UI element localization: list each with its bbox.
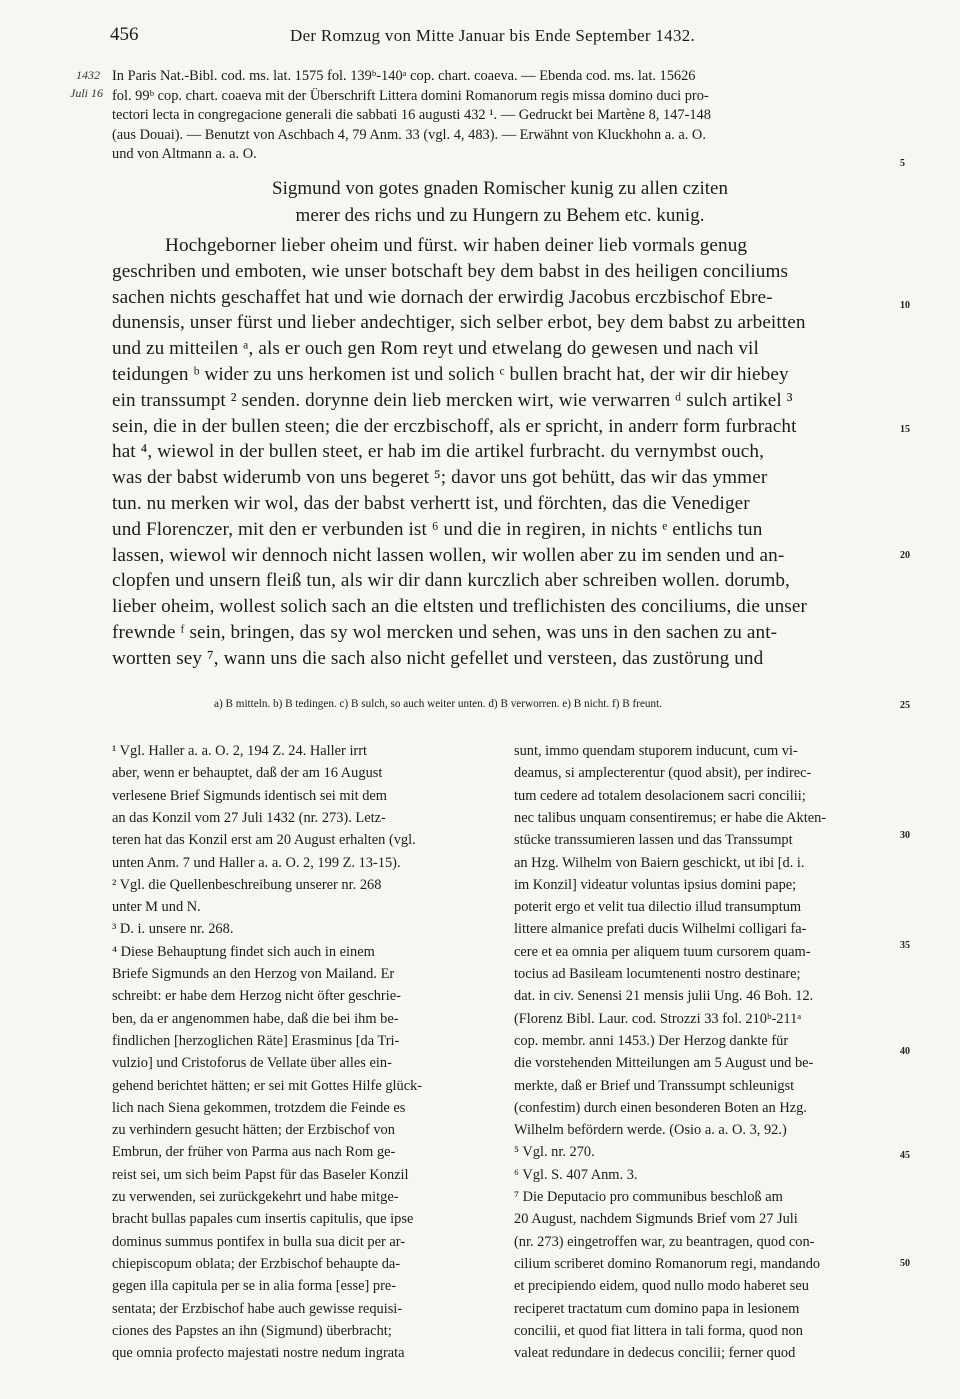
source-line: tectori lecta in congregacione generali die sabbati 16 augusti 432 ¹. — Gedruckt bei Martène 8, 147-148 <box>112 107 711 123</box>
footnote-line: aber, wenn er behauptet, daß der am 16 August <box>112 765 383 782</box>
body-line: frewnde ᶠ sein, bringen, das sy wol mercken und sehen, was uns in den sachen zu ant- <box>112 622 778 643</box>
body-line: geschriben und emboten, wie unser botschaft bey dem babst in des heiligen conciliums <box>112 260 789 282</box>
footnote-line: verlesene Brief Sigmunds identisch sei mit dem <box>112 787 387 804</box>
footnote-line: dominus summus pontifex in bulla sua dicit per ar- <box>112 1233 406 1250</box>
footnote-line: ⁴ Diese Behauptung findet sich auch in einem <box>112 943 375 960</box>
footnote-line: stücke transsumieren lassen und das Transsumpt <box>514 832 793 849</box>
footnote-line: tocius ad Basileam locumtenenti nostro destinare; <box>514 966 801 982</box>
footnote-line: cop. membr. anni 1453.) Der Herzog dankte für <box>514 1032 789 1049</box>
footnote-line: cilium scriberet domino Romanorum regi, mandando <box>514 1255 821 1272</box>
footnote-line: merkte, daß er Brief und Transsumpt schleunigst <box>514 1077 795 1094</box>
margin-date-day: Juli 16 <box>70 86 103 100</box>
body-line: und zu mitteilen ᵃ, als er ouch gen Rom reyt und etwelang do gewesen und nach vil <box>112 338 759 360</box>
footnote-line: findlichen [herzoglichen Räte] Erasminus [da Tri- <box>112 1032 400 1049</box>
footnote-line: zu verhindern gesucht hätten; der Erzbischof von <box>112 1122 395 1139</box>
footnote-line: reist sei, um sich beim Papst für das Baseler Konzil <box>112 1166 409 1183</box>
footnote-line: zu verwenden, sei zurückgekehrt und habe mitge- <box>112 1189 399 1205</box>
footnote-line: deamus, si amplecterentur (quod absit), per indirec- <box>514 765 812 782</box>
footnote-line: 20 August, nachdem Sigmunds Brief vom 27 Juli <box>514 1211 798 1228</box>
body-line: Hochgeborner lieber oheim und fürst. wir haben deiner lieb vormals genug <box>165 235 748 256</box>
footnote-line: Wilhelm befördern werde. (Osio a. a. O. 3, 92.) <box>514 1122 787 1139</box>
footnote-line: vulzio] und Cristoforus de Vellate über alles ein- <box>112 1055 392 1072</box>
footnote-line: ben, da er angenommen habe, daß die bei ihm be- <box>112 1010 399 1027</box>
footnote-line: schreibt: er habe dem Herzog nicht öfter geschrie- <box>112 988 401 1005</box>
body-line: ein transsumpt ² senden. dorynne dein lieb mercken wirt, wie verwarren ᵈ sulch artikel ³ <box>112 389 793 411</box>
footnote-line: littere almanice prefati ducis Wilhelmi colligari fa- <box>514 921 807 938</box>
body-line: und Florenczer, mit den er verbunden ist ⁶ und die in regiren, in nichts ᵉ entlichs tun <box>112 518 763 540</box>
footnote-line: nec talibus unquam consentiremus; er habe die Akten- <box>514 809 827 826</box>
footnote-line: an Hzg. Wilhelm von Baiern geschickt, ut ibi [d. i. <box>514 854 805 871</box>
line-number: 15 <box>900 424 910 435</box>
body-line: lassen, wiewol wir dennoch nicht lassen wollen, wir wollen aber zu im senden und an- <box>112 544 785 566</box>
footnote-line: unter M und N. <box>112 899 201 916</box>
footnote-line: ciones des Papstes an ihn (Sigmund) überbracht; <box>112 1322 392 1339</box>
footnote-line: et precipiendo eidem, quod nullo modo haberet seu <box>514 1278 809 1295</box>
body-line: tun. nu merken wir wol, das der babst verhertt ist, und förchten, das die Venediger <box>112 493 750 514</box>
footnote-line: (confestim) durch einen besonderen Boten an Hzg. <box>514 1099 807 1116</box>
line-number: 25 <box>900 700 910 711</box>
body-line: teidungen ᵇ wider zu uns herkomen ist und solich ᶜ bullen bracht hat, der wir dir hiebey <box>112 364 789 385</box>
footnote-line: tum cedere ad totalem desolacionem sacri concilii; <box>514 787 806 804</box>
footnote-line: an das Konzil vom 27 Juli 1432 (nr. 273). Letz- <box>112 809 386 826</box>
running-title: Der Romzug von Mitte Januar bis Ende September 1432. <box>290 26 696 45</box>
body-line: wortten sey ⁷, wann uns die sach also nicht gefellet und versteen, das zustörung und <box>112 647 764 669</box>
line-number: 5 <box>900 158 905 169</box>
footnote-line: im Konzil] videatur voluntas ipsius domini pape; <box>514 876 797 893</box>
footnote-line: Briefe Sigmunds an den Herzog von Mailand. Er <box>112 966 395 982</box>
footnote-line: ³ D. i. unsere nr. 268. <box>112 921 234 938</box>
source-line: fol. 99ᵇ cop. chart. coaeva mit der Überschrift Littera domini Romanorum regis missa domino duci pro- <box>112 87 709 104</box>
footnote-line: die vorstehenden Mitteilungen am 5 August und be- <box>514 1055 814 1072</box>
footnote-line: ¹ Vgl. Haller a. a. O. 2, 194 Z. 24. Haller irrt <box>112 743 368 759</box>
body-line: lieber oheim, wollest solich sach an die eltsten und treflichisten des conciliums, die unser <box>112 596 807 618</box>
line-number: 20 <box>900 550 910 561</box>
footnote-line: chiepiscopum oblata; der Erzbischof behaupte da- <box>112 1255 401 1272</box>
footnote-line: cere et ea omnia per aliquem tuum cursorem quam- <box>514 943 811 960</box>
footnote-line: ⁶ Vgl. S. 407 Anm. 3. <box>514 1166 638 1183</box>
source-line: (aus Douai). — Benutzt von Aschbach 4, 79 Anm. 33 (vgl. 4, 483). — Erwähnt von Kluckhohn a. a. O. <box>112 126 706 143</box>
line-number: 50 <box>900 1258 910 1269</box>
footnote-line: (nr. 273) eingetroffen war, zu beantragen, quod con- <box>514 1233 815 1250</box>
footnote-line: ² Vgl. die Quellenbeschreibung unserer nr. 268 <box>112 876 382 893</box>
footnote-line: (Florenz Bibl. Laur. cod. Strozzi 33 fol. 210ᵇ-211ᵃ <box>514 1010 802 1027</box>
footnote-line: ⁵ Vgl. nr. 270. <box>514 1144 595 1161</box>
line-number: 40 <box>900 1046 910 1057</box>
footnote-line: gegen illa capitula per se in alia forma [esse] pre- <box>112 1278 397 1295</box>
footnote-line: bracht bullas papales cum insertis capitulis, que ipse <box>112 1211 414 1228</box>
source-line: In Paris Nat.-Bibl. cod. ms. lat. 1575 fol. 139ᵇ-140ᵃ cop. chart. coaeva. — Ebenda cod. ms. lat. 15626 <box>112 68 696 84</box>
body-line: dunensis, unser fürst und lieber andechtiger, sich selber erbot, bey dem babst zu arbeitten <box>112 312 806 334</box>
critical-apparatus: a) B mitteln. b) B tedingen. c) B sulch, so auch weiter unten. d) B verworren. e) B nicht. f) B freunt. <box>214 698 663 710</box>
source-line: und von Altmann a. a. O. <box>112 146 257 162</box>
page-number: 456 <box>110 24 139 45</box>
footnote-line: teren hat das Konzil erst am 20 August erhalten (vgl. <box>112 832 416 849</box>
line-number: 45 <box>900 1150 910 1161</box>
footnote-line: lich nach Siena gekommen, trotzdem die Feinde es <box>112 1099 406 1116</box>
footnote-line: concilii, et quod fiat littera in tali forma, quod non <box>514 1322 803 1339</box>
body-line: sein, die in der bullen steen; die der erczbischoff, als er spricht, in anderr form furbracht <box>112 415 797 437</box>
footnote-line: reciperet tractatum cum domino papa in lesionem <box>514 1300 800 1317</box>
footnote-line: sentata; der Erzbischof habe auch gewisse requisi- <box>112 1300 403 1317</box>
margin-date-year: 1432 <box>76 68 100 82</box>
footnote-line: dat. in civ. Senensi 21 mensis julii Ung. 46 Boh. 12. <box>514 988 814 1005</box>
footnote-line: Embrun, der früher von Parma aus nach Rom ge- <box>112 1144 396 1161</box>
footnote-line: que omnia profecto majestati nostre nedum ingrata <box>112 1345 405 1362</box>
footnote-line: sunt, immo quendam stuporem inducunt, cum vi- <box>514 743 798 759</box>
line-number: 30 <box>900 830 910 841</box>
line-number: 35 <box>900 940 910 951</box>
footnote-line: poterit ergo et velit tua dilectio illud transumptum <box>514 899 802 916</box>
footnote-line: valeat redundare in dedecus concilii; ferner quod <box>514 1345 796 1362</box>
footnote-line: ⁷ Die Deputacio pro communibus beschloß am <box>514 1189 783 1205</box>
section-divider <box>112 726 902 727</box>
body-line: sachen nichts geschaffet hat und wie dornach der erwirdig Jacobus erczbischof Ebre- <box>112 286 773 308</box>
line-number: 10 <box>900 300 910 311</box>
footnote-line: unten Anm. 7 und Haller a. a. O. 2, 199 Z. 13-15). <box>112 854 401 871</box>
body-line: hat ⁴, wiewol in der bullen steet, er hab im die artikel furbracht. du vernymbst ouch, <box>112 441 765 463</box>
footnote-line: gehend berichtet hätten; er sei mit Gottes Hilfe glück- <box>112 1077 423 1094</box>
salutation-line: Sigmund von gotes gnaden Romischer kunig zu allen cziten <box>272 178 728 199</box>
body-line: was der babst widerumb von uns begeret ⁵; davor uns got behütt, das wir das ymmer <box>112 467 768 489</box>
salutation-line: merer des richs und zu Hungern zu Behem etc. kunig. <box>295 205 705 226</box>
body-line: clopfen und unsern fleiß tun, als wir dir dann kurczlich aber schreiben wollen. dorumb, <box>112 570 790 592</box>
